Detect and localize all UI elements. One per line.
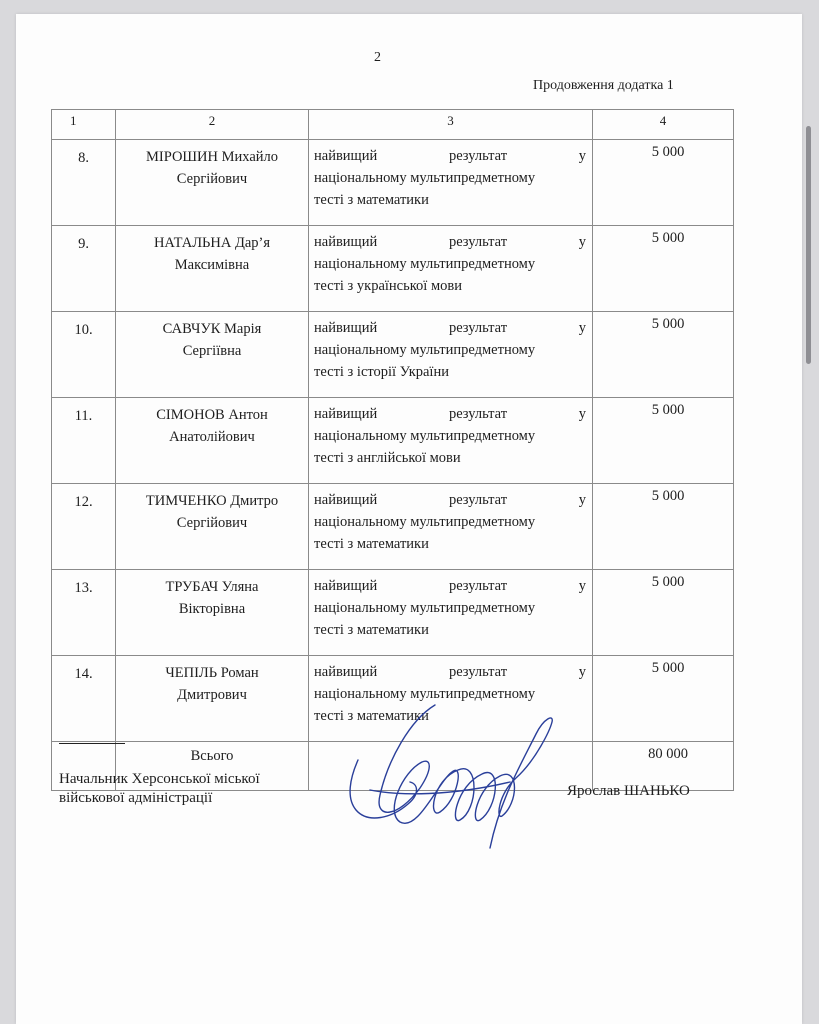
award-reason-line: найвищий результат у bbox=[314, 148, 586, 164]
award-reason bbox=[309, 570, 593, 656]
row-number: 11. bbox=[52, 398, 116, 484]
header-cell: 3 bbox=[309, 110, 593, 140]
table-row bbox=[52, 140, 734, 226]
table-row bbox=[52, 570, 734, 656]
recipient-name-line: Вікторівна bbox=[178, 601, 246, 617]
scrollbar[interactable] bbox=[804, 120, 812, 370]
award-reason-line: найвищий результат у bbox=[314, 492, 586, 508]
award-reason bbox=[309, 312, 593, 398]
recipient-name-line: Анатолійович bbox=[169, 429, 255, 445]
award-reason-line: найвищий результат у bbox=[314, 578, 586, 594]
recipient-name-line: ТИМЧЕНКО Дмитро bbox=[145, 493, 279, 509]
recipient-name-line: ЧЕПІЛЬ Роман bbox=[165, 665, 259, 681]
table-row bbox=[52, 484, 734, 570]
award-reason bbox=[309, 226, 593, 312]
award-amount: 5 000 bbox=[593, 398, 734, 484]
signature-divider bbox=[59, 743, 125, 744]
scrollbar-thumb[interactable] bbox=[806, 126, 811, 364]
header-cell: 2 bbox=[116, 110, 309, 140]
recipient-name-line: САВЧУК Марія bbox=[162, 321, 262, 337]
recipient-name bbox=[116, 226, 309, 312]
header-cell: 4 bbox=[593, 110, 734, 140]
award-reason bbox=[309, 484, 593, 570]
page-number: 2 bbox=[374, 50, 381, 65]
row-number: 12. bbox=[52, 484, 116, 570]
award-amount: 5 000 bbox=[593, 570, 734, 656]
award-amount: 5 000 bbox=[593, 226, 734, 312]
award-reason-line: найвищий результат у bbox=[314, 320, 586, 336]
total-amount: 80 000 bbox=[593, 742, 734, 791]
recipient-name-line: Сергійович bbox=[176, 515, 248, 531]
header-cell: 1 bbox=[52, 110, 116, 140]
row-number: 8. bbox=[52, 140, 116, 226]
award-reason-line: національному мультипредметному bbox=[314, 256, 536, 272]
award-reason-line: національному мультипредметному bbox=[314, 600, 536, 616]
row-number: 13. bbox=[52, 570, 116, 656]
continuation-label: Продовження додатка 1 bbox=[533, 78, 674, 93]
award-reason-line: національному мультипредметному bbox=[314, 514, 536, 530]
position-title bbox=[59, 770, 260, 808]
table-row bbox=[52, 398, 734, 484]
recipient-name-line: СІМОНОВ Антон bbox=[156, 407, 268, 423]
award-reason-line: національному мультипредметному bbox=[314, 342, 536, 358]
award-amount: 5 000 bbox=[593, 312, 734, 398]
recipient-name-line: ТРУБАЧ Уляна bbox=[165, 579, 259, 595]
award-reason-line: тесті з математики bbox=[314, 708, 429, 724]
recipient-name bbox=[116, 484, 309, 570]
recipient-name bbox=[116, 570, 309, 656]
table-row bbox=[52, 226, 734, 312]
total-label: Всього bbox=[116, 742, 309, 791]
award-reason-line: національному мультипредметному bbox=[314, 170, 536, 186]
award-reason-line: тесті з української мови bbox=[314, 278, 462, 294]
table-row bbox=[52, 312, 734, 398]
recipient-name-line: Максимівна bbox=[174, 257, 250, 273]
position-title-line: військової адміністрації bbox=[59, 790, 213, 806]
award-reason-line: найвищий результат у bbox=[314, 234, 586, 250]
row-number: 14. bbox=[52, 656, 116, 742]
recipient-name-line: Сергійович bbox=[176, 171, 248, 187]
recipient-name bbox=[116, 398, 309, 484]
award-reason-line: тесті з математики bbox=[314, 192, 429, 208]
award-amount: 5 000 bbox=[593, 140, 734, 226]
awards-table bbox=[51, 109, 734, 791]
recipient-name-line: НАТАЛЬНА Дар’я bbox=[153, 235, 271, 251]
row-number: 9. bbox=[52, 226, 116, 312]
recipient-name bbox=[116, 312, 309, 398]
award-reason-line: тесті з математики bbox=[314, 622, 429, 638]
handwritten-signature bbox=[340, 700, 570, 855]
award-reason-line: тесті з математики bbox=[314, 536, 429, 552]
award-reason-line: національному мультипредметному bbox=[314, 428, 536, 444]
award-reason-line: національному мультипредметному bbox=[314, 686, 536, 702]
recipient-name-line: МІРОШИН Михайло bbox=[145, 149, 279, 165]
award-reason bbox=[309, 398, 593, 484]
award-reason bbox=[309, 140, 593, 226]
recipient-name bbox=[116, 140, 309, 226]
award-amount: 5 000 bbox=[593, 656, 734, 742]
award-reason-line: найвищий результат у bbox=[314, 406, 586, 422]
table-header-row bbox=[52, 110, 734, 140]
recipient-name-line: Сергіївна bbox=[182, 343, 242, 359]
award-reason-line: тесті з англійської мови bbox=[314, 450, 461, 466]
recipient-name-line: Дмитрович bbox=[177, 687, 247, 703]
award-reason-line: тесті з історії України bbox=[314, 364, 449, 380]
row-number: 10. bbox=[52, 312, 116, 398]
signatory-name: Ярослав ШАНЬКО bbox=[567, 783, 690, 799]
award-reason-line: найвищий результат у bbox=[314, 664, 586, 680]
award-amount: 5 000 bbox=[593, 484, 734, 570]
recipient-name bbox=[116, 656, 309, 742]
position-title-line: Начальник Херсонської міської bbox=[59, 771, 260, 787]
